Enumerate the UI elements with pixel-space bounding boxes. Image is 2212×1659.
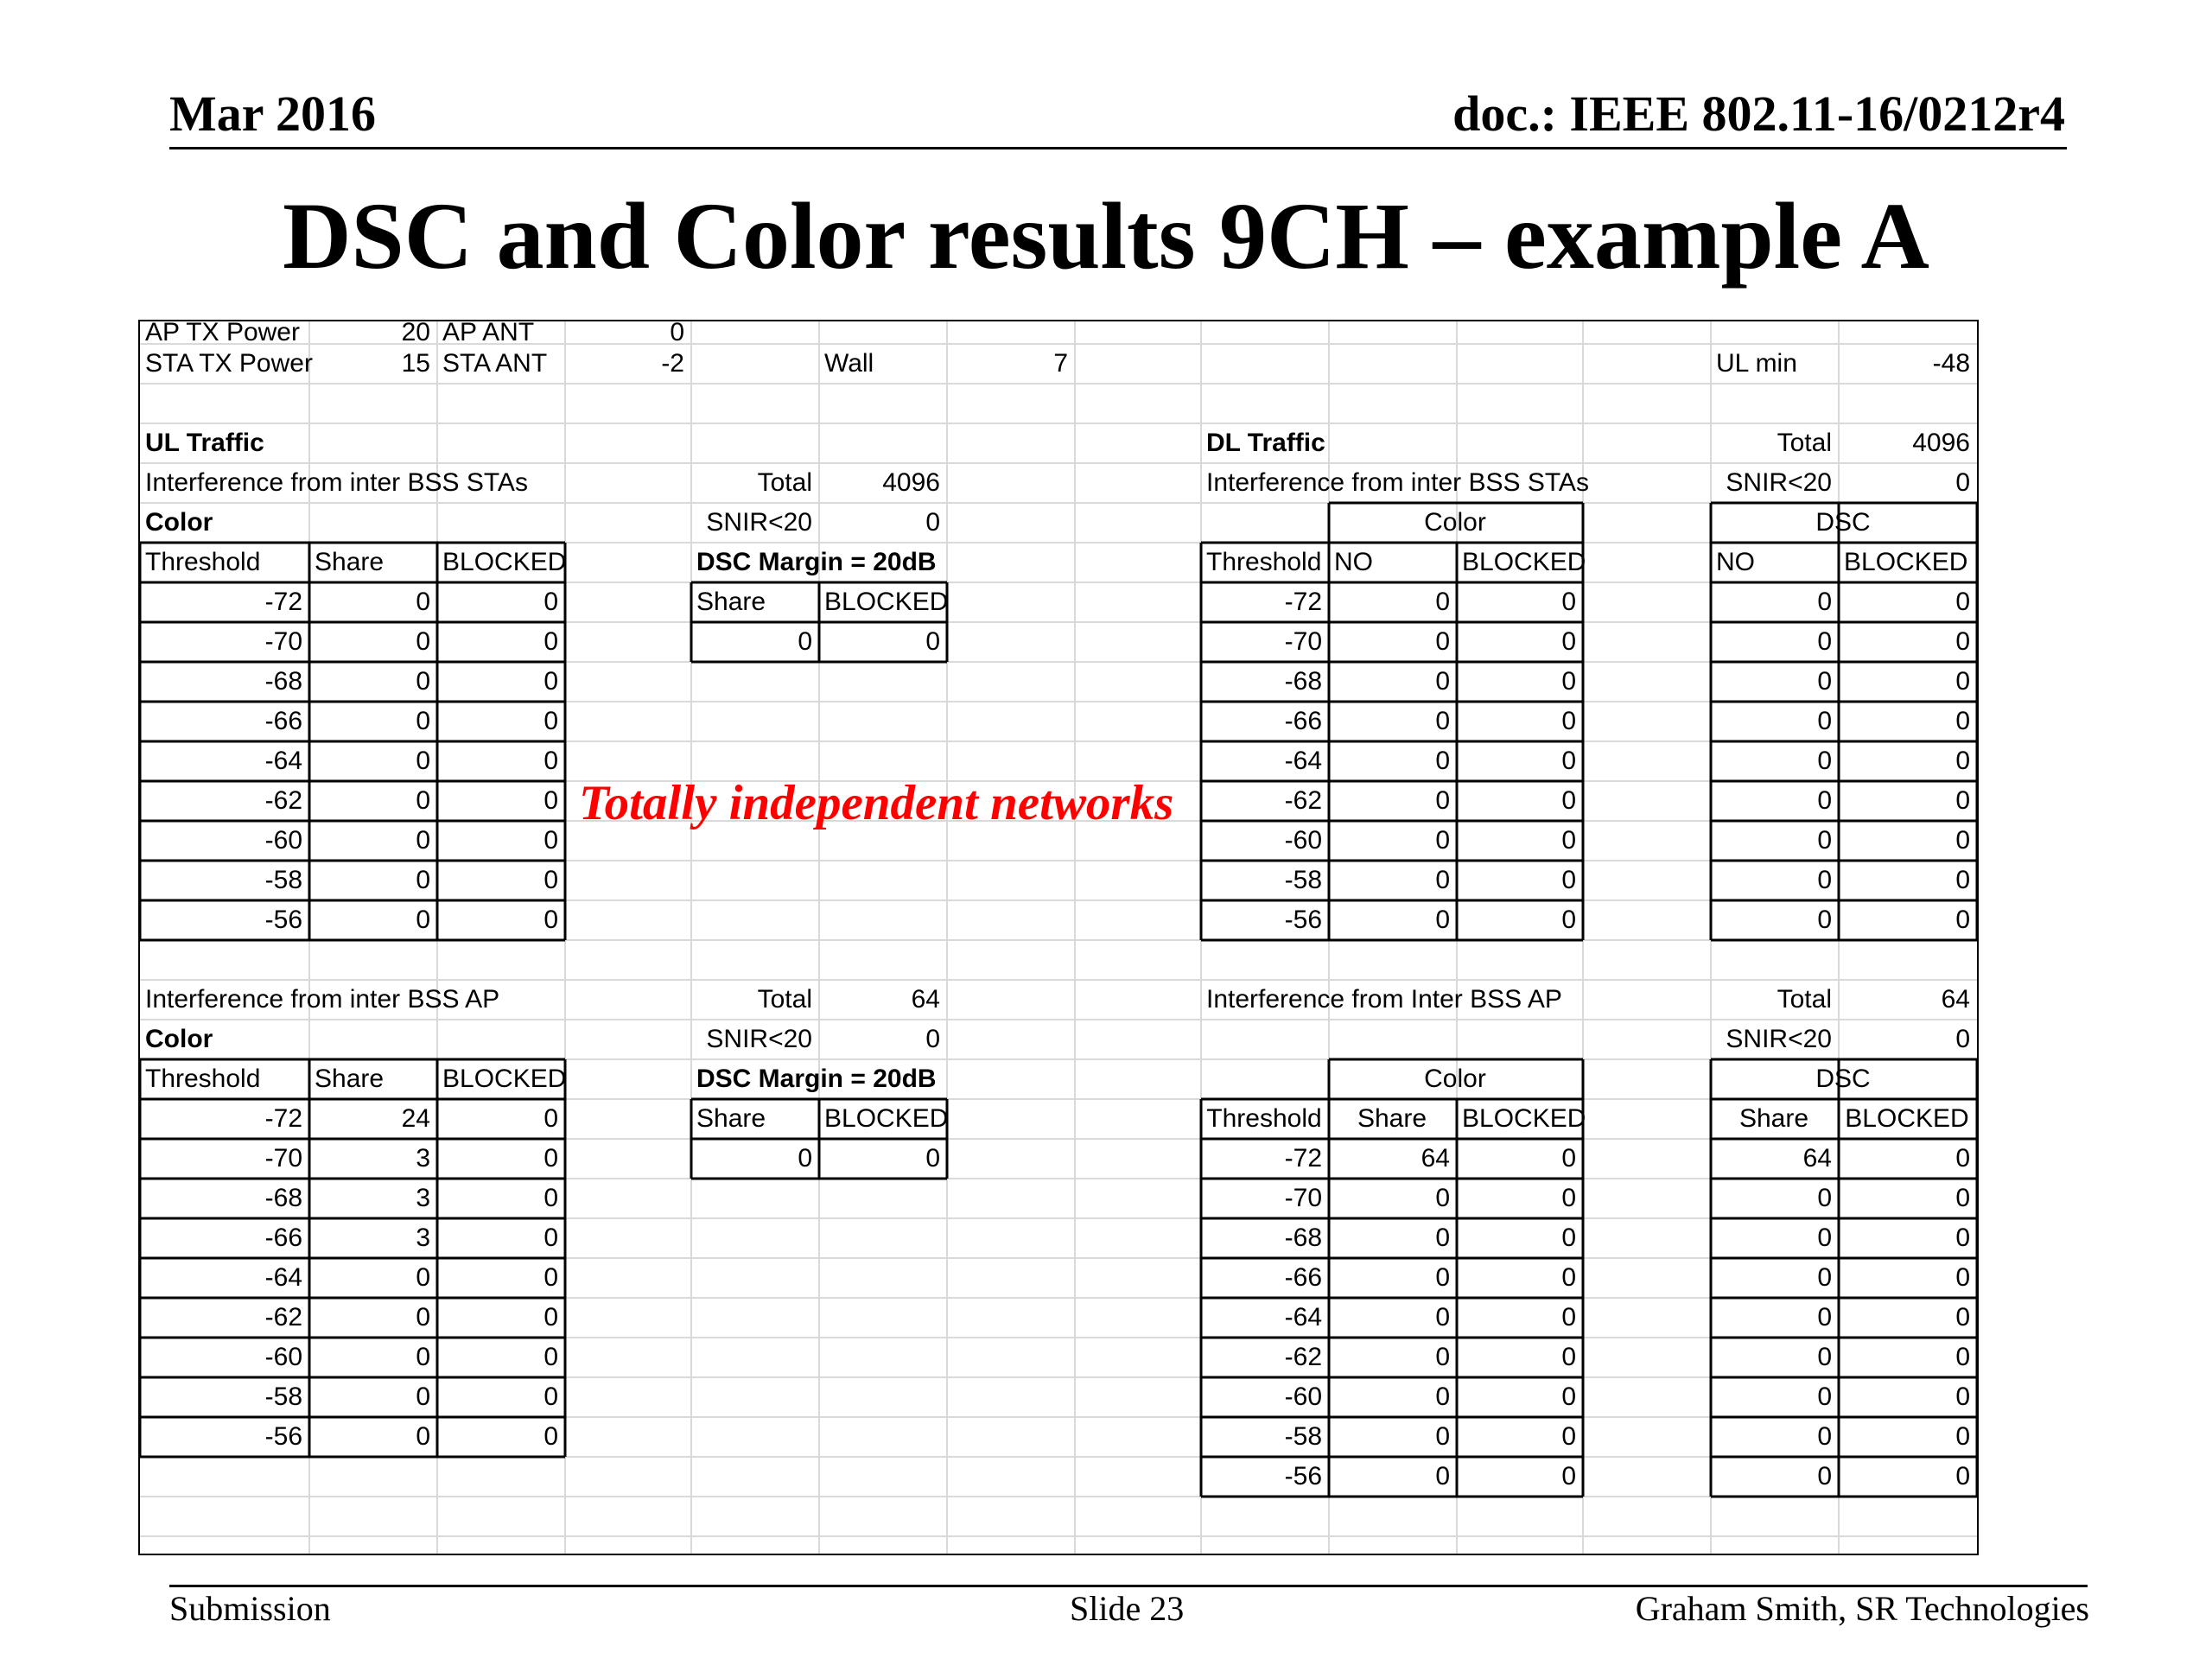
dl-ap-snir-label: SNIR<20 [1726,1025,1832,1053]
table-cell: -66 [264,707,302,735]
header-doc-id: doc.: IEEE 802.11-16/0212r4 [1452,86,2065,142]
table-cell: 0 [543,1224,558,1252]
table-cell: 0 [1561,786,1576,815]
dl-ap-color-group: Color [1424,1065,1486,1093]
dl-sta-snir: 0 [1955,468,1970,497]
dl-ap-total-label: Total [1777,985,1832,1014]
footer-author: Graham Smith, SR Technologies [1635,1589,2089,1628]
dl-sta-snir-label: SNIR<20 [1726,468,1832,497]
column-header: BLOCKED [824,1104,949,1133]
table-cell: 0 [798,627,812,656]
ul-ap-total-label: Total [757,985,812,1014]
ul-sta-snir-label: SNIR<20 [706,508,812,537]
param-label: Wall [824,349,874,378]
table-cell: 0 [925,627,940,656]
table-cell: -66 [264,1224,302,1252]
table-cell: 0 [543,667,558,696]
table-cell: -70 [1284,1184,1322,1212]
table-cell: 0 [1561,1462,1576,1491]
table-cell: -64 [1284,1303,1322,1332]
dl-sta-dsc-group: DSC [1815,508,1871,537]
column-header: Share [315,1065,385,1093]
table-cell: -68 [1284,1224,1322,1252]
spreadsheet [138,320,1979,1555]
table-cell: -64 [1284,747,1322,775]
table-cell: 0 [1817,1382,1832,1411]
table-cell: 0 [1435,826,1450,855]
table-cell: 0 [543,826,558,855]
table-cell: 0 [543,627,558,656]
dl-total-value: 4096 [1912,429,1970,457]
table-cell: -68 [264,1184,302,1212]
table-cell: 0 [416,906,430,934]
table-cell: 0 [543,588,558,616]
ul-sta-dsc-margin: DSC Margin = 20dB [696,548,937,576]
column-header: BLOCKED [442,548,567,576]
table-cell: 0 [416,1263,430,1292]
table-cell: -60 [264,826,302,855]
column-header: BLOCKED [1462,548,1586,576]
table-cell: -64 [264,1263,302,1292]
table-cell: -56 [264,1422,302,1451]
table-cell: 0 [1955,1422,1970,1451]
footer-submission: Submission [169,1589,331,1628]
dl-sta-color-group: Color [1424,508,1486,537]
table-cell: 0 [1817,627,1832,656]
table-cell: 0 [543,906,558,934]
table-cell: 0 [1955,1382,1970,1411]
table-cell: 0 [416,1303,430,1332]
param-label: STA ANT [442,349,548,378]
table-cell: 0 [1817,826,1832,855]
table-cell: 0 [1561,866,1576,894]
table-cell: -56 [1284,1462,1322,1491]
table-cell: 0 [1955,1224,1970,1252]
dl-sta-caption: Interference from inter BSS STAs [1206,468,1589,497]
table-cell: 0 [1435,707,1450,735]
table-cell: -62 [1284,1343,1322,1371]
table-cell: 0 [925,1144,940,1173]
column-header: BLOCKED [442,1065,567,1093]
param-value: 7 [1053,349,1068,378]
table-cell: -58 [264,866,302,894]
table-cell: 0 [1817,1462,1832,1491]
table-cell: 0 [1817,667,1832,696]
table-cell: 0 [543,747,558,775]
table-cell: 0 [543,866,558,894]
table-cell: 0 [543,1263,558,1292]
table-cell: 0 [1955,786,1970,815]
table-cell: 0 [543,1104,558,1133]
table-cell: 0 [1435,1382,1450,1411]
ul-ap-color-label: Color [145,1025,213,1053]
ul-sta-caption: Interference from inter BSS STAs [145,468,528,497]
table-cell: -66 [1284,707,1322,735]
dl-heading: DL Traffic [1206,429,1325,457]
table-cell: 0 [543,1303,558,1332]
table-cell: -58 [1284,1422,1322,1451]
column-header: Share [696,1104,766,1133]
table-cell: 0 [416,667,430,696]
table-cell: 0 [1435,906,1450,934]
table-cell: 0 [1561,667,1576,696]
table-cell: 0 [1955,826,1970,855]
table-cell: -62 [264,786,302,815]
ul-sta-snir: 0 [925,508,940,537]
table-cell: -70 [264,1144,302,1173]
table-cell: 0 [1955,627,1970,656]
footer-rule [169,1585,2088,1587]
table-cell: -68 [1284,667,1322,696]
table-cell: -58 [1284,866,1322,894]
table-cell: -56 [264,906,302,934]
table-cell: 0 [1955,1184,1970,1212]
table-cell: 0 [1435,1263,1450,1292]
column-header: Share [315,548,385,576]
table-cell: 3 [416,1184,430,1212]
param-label: AP ANT [442,318,535,346]
table-cell: 0 [416,747,430,775]
table-cell: 0 [1817,786,1832,815]
dl-ap-caption: Interference from Inter BSS AP [1206,985,1562,1014]
footer-slide-number: Slide 23 [1070,1589,1185,1628]
slide-title: DSC and Color results 9CH – example A [283,183,1929,289]
table-cell: 0 [1955,1343,1970,1371]
table-cell: -72 [264,1104,302,1133]
table-cell: 0 [1561,1343,1576,1371]
ul-ap-dsc-margin: DSC Margin = 20dB [696,1065,937,1093]
dl-ap-snir: 0 [1955,1025,1970,1053]
table-cell: 0 [1561,1184,1576,1212]
table-cell: 0 [416,1343,430,1371]
table-cell: 0 [543,1422,558,1451]
table-cell: -72 [1284,1144,1322,1173]
table-cell: 0 [543,1343,558,1371]
table-cell: 0 [1955,906,1970,934]
table-cell: 0 [1435,1343,1450,1371]
table-cell: 3 [416,1224,430,1252]
table-cell: 0 [543,1144,558,1173]
ul-sta-total-label: Total [757,468,812,497]
param-value: -2 [661,349,684,378]
table-cell: 0 [1561,1263,1576,1292]
column-header: Share [1738,1104,1809,1133]
column-header: BLOCKED [1462,1104,1586,1133]
header-rule [169,147,2067,149]
table-cell: 0 [1435,588,1450,616]
dl-ap-dsc-group: DSC [1815,1065,1871,1093]
table-cell: 0 [1561,1303,1576,1332]
dl-ap-total: 64 [1941,985,1970,1014]
table-cell: 0 [1435,667,1450,696]
table-cell: -60 [264,1343,302,1371]
table-cell: -72 [1284,588,1322,616]
table-cell: 3 [416,1144,430,1173]
table-cell: 64 [1421,1144,1450,1173]
table-cell: -64 [264,747,302,775]
ul-ap-caption: Interference from inter BSS AP [145,985,500,1014]
table-cell: 0 [1955,866,1970,894]
table-cell: 0 [1435,1303,1450,1332]
column-header: BLOCKED [1845,1104,1969,1133]
table-cell: 0 [1435,866,1450,894]
table-cell: 0 [1955,1263,1970,1292]
param-value: 15 [401,349,430,378]
table-cell: -60 [1284,1382,1322,1411]
param-value: 20 [401,318,430,346]
param-value: 0 [670,318,684,346]
ul-sta-color-label: Color [145,508,213,537]
table-cell: 0 [1817,588,1832,616]
ul-ap-snir-label: SNIR<20 [706,1025,812,1053]
header-date: Mar 2016 [169,86,376,142]
table-cell: 0 [1955,747,1970,775]
table-cell: 0 [1561,1224,1576,1252]
column-header: NO [1716,548,1755,576]
table-cell: 0 [1817,1303,1832,1332]
column-header: Threshold [1206,1104,1322,1133]
table-cell: 0 [416,1422,430,1451]
table-cell: 0 [1561,1144,1576,1173]
table-cell: -66 [1284,1263,1322,1292]
table-cell: 0 [543,707,558,735]
table-cell: 0 [416,866,430,894]
column-header: Threshold [1206,548,1322,576]
table-cell: 0 [543,786,558,815]
table-cell: 0 [543,1382,558,1411]
table-cell: 0 [1561,1422,1576,1451]
column-header: Share [1357,1104,1427,1133]
param-label: AP TX Power [145,318,300,346]
table-cell: 0 [1817,1224,1832,1252]
table-cell: 0 [1817,1263,1832,1292]
table-cell: 0 [1817,1184,1832,1212]
table-cell: 0 [1435,1224,1450,1252]
table-cell: 0 [1817,1422,1832,1451]
table-cell: 0 [1435,627,1450,656]
table-cell: 0 [1817,707,1832,735]
table-cell: 0 [1435,786,1450,815]
table-cell: 0 [1561,707,1576,735]
table-cell: -60 [1284,826,1322,855]
table-cell: 0 [1955,1144,1970,1173]
param-value: -48 [1932,349,1970,378]
table-cell: 0 [416,1382,430,1411]
table-cell: 0 [1561,826,1576,855]
table-cell: 0 [416,588,430,616]
table-cell: 0 [416,627,430,656]
table-cell: 0 [416,786,430,815]
table-cell: -68 [264,667,302,696]
table-cell: 0 [1955,667,1970,696]
table-cell: 0 [1435,1422,1450,1451]
table-cell: 0 [798,1144,812,1173]
table-cell: 0 [416,826,430,855]
table-cell: 0 [1817,1343,1832,1371]
column-header: BLOCKED [1844,548,1968,576]
column-header: Threshold [145,548,261,576]
param-label: UL min [1716,349,1797,378]
annotation-note: Totally independent networks [579,776,1174,830]
table-cell: 0 [1955,1303,1970,1332]
table-cell: 0 [1817,747,1832,775]
column-header: Threshold [145,1065,261,1093]
table-cell: 0 [1561,906,1576,934]
table-cell: -70 [1284,627,1322,656]
table-cell: 0 [1561,627,1576,656]
table-cell: 0 [1561,588,1576,616]
table-cell: -56 [1284,906,1322,934]
table-cell: 0 [1955,588,1970,616]
table-cell: 0 [1955,707,1970,735]
column-header: Share [696,588,766,616]
table-cell: 0 [1435,747,1450,775]
table-cell: 0 [1817,866,1832,894]
table-cell: -58 [264,1382,302,1411]
table-cell: 0 [1435,1184,1450,1212]
table-cell: -72 [264,588,302,616]
table-cell: 0 [543,1184,558,1212]
ul-ap-total: 64 [911,985,940,1014]
table-cell: -62 [1284,786,1322,815]
table-cell: 0 [1435,1462,1450,1491]
table-cell: 24 [401,1104,430,1133]
ul-heading: UL Traffic [145,429,264,457]
table-cell: -62 [264,1303,302,1332]
table-cell: 0 [1561,747,1576,775]
table-cell: 0 [1955,1462,1970,1491]
column-header: NO [1334,548,1373,576]
column-header: BLOCKED [824,588,949,616]
table-cell: -70 [264,627,302,656]
table-cell: 0 [1817,906,1832,934]
dl-total-label: Total [1777,429,1832,457]
ul-ap-snir: 0 [925,1025,940,1053]
table-cell: 0 [1561,1382,1576,1411]
table-cell: 0 [416,707,430,735]
ul-sta-total: 4096 [882,468,940,497]
param-label: STA TX Power [145,349,313,378]
table-cell: 64 [1802,1144,1832,1173]
